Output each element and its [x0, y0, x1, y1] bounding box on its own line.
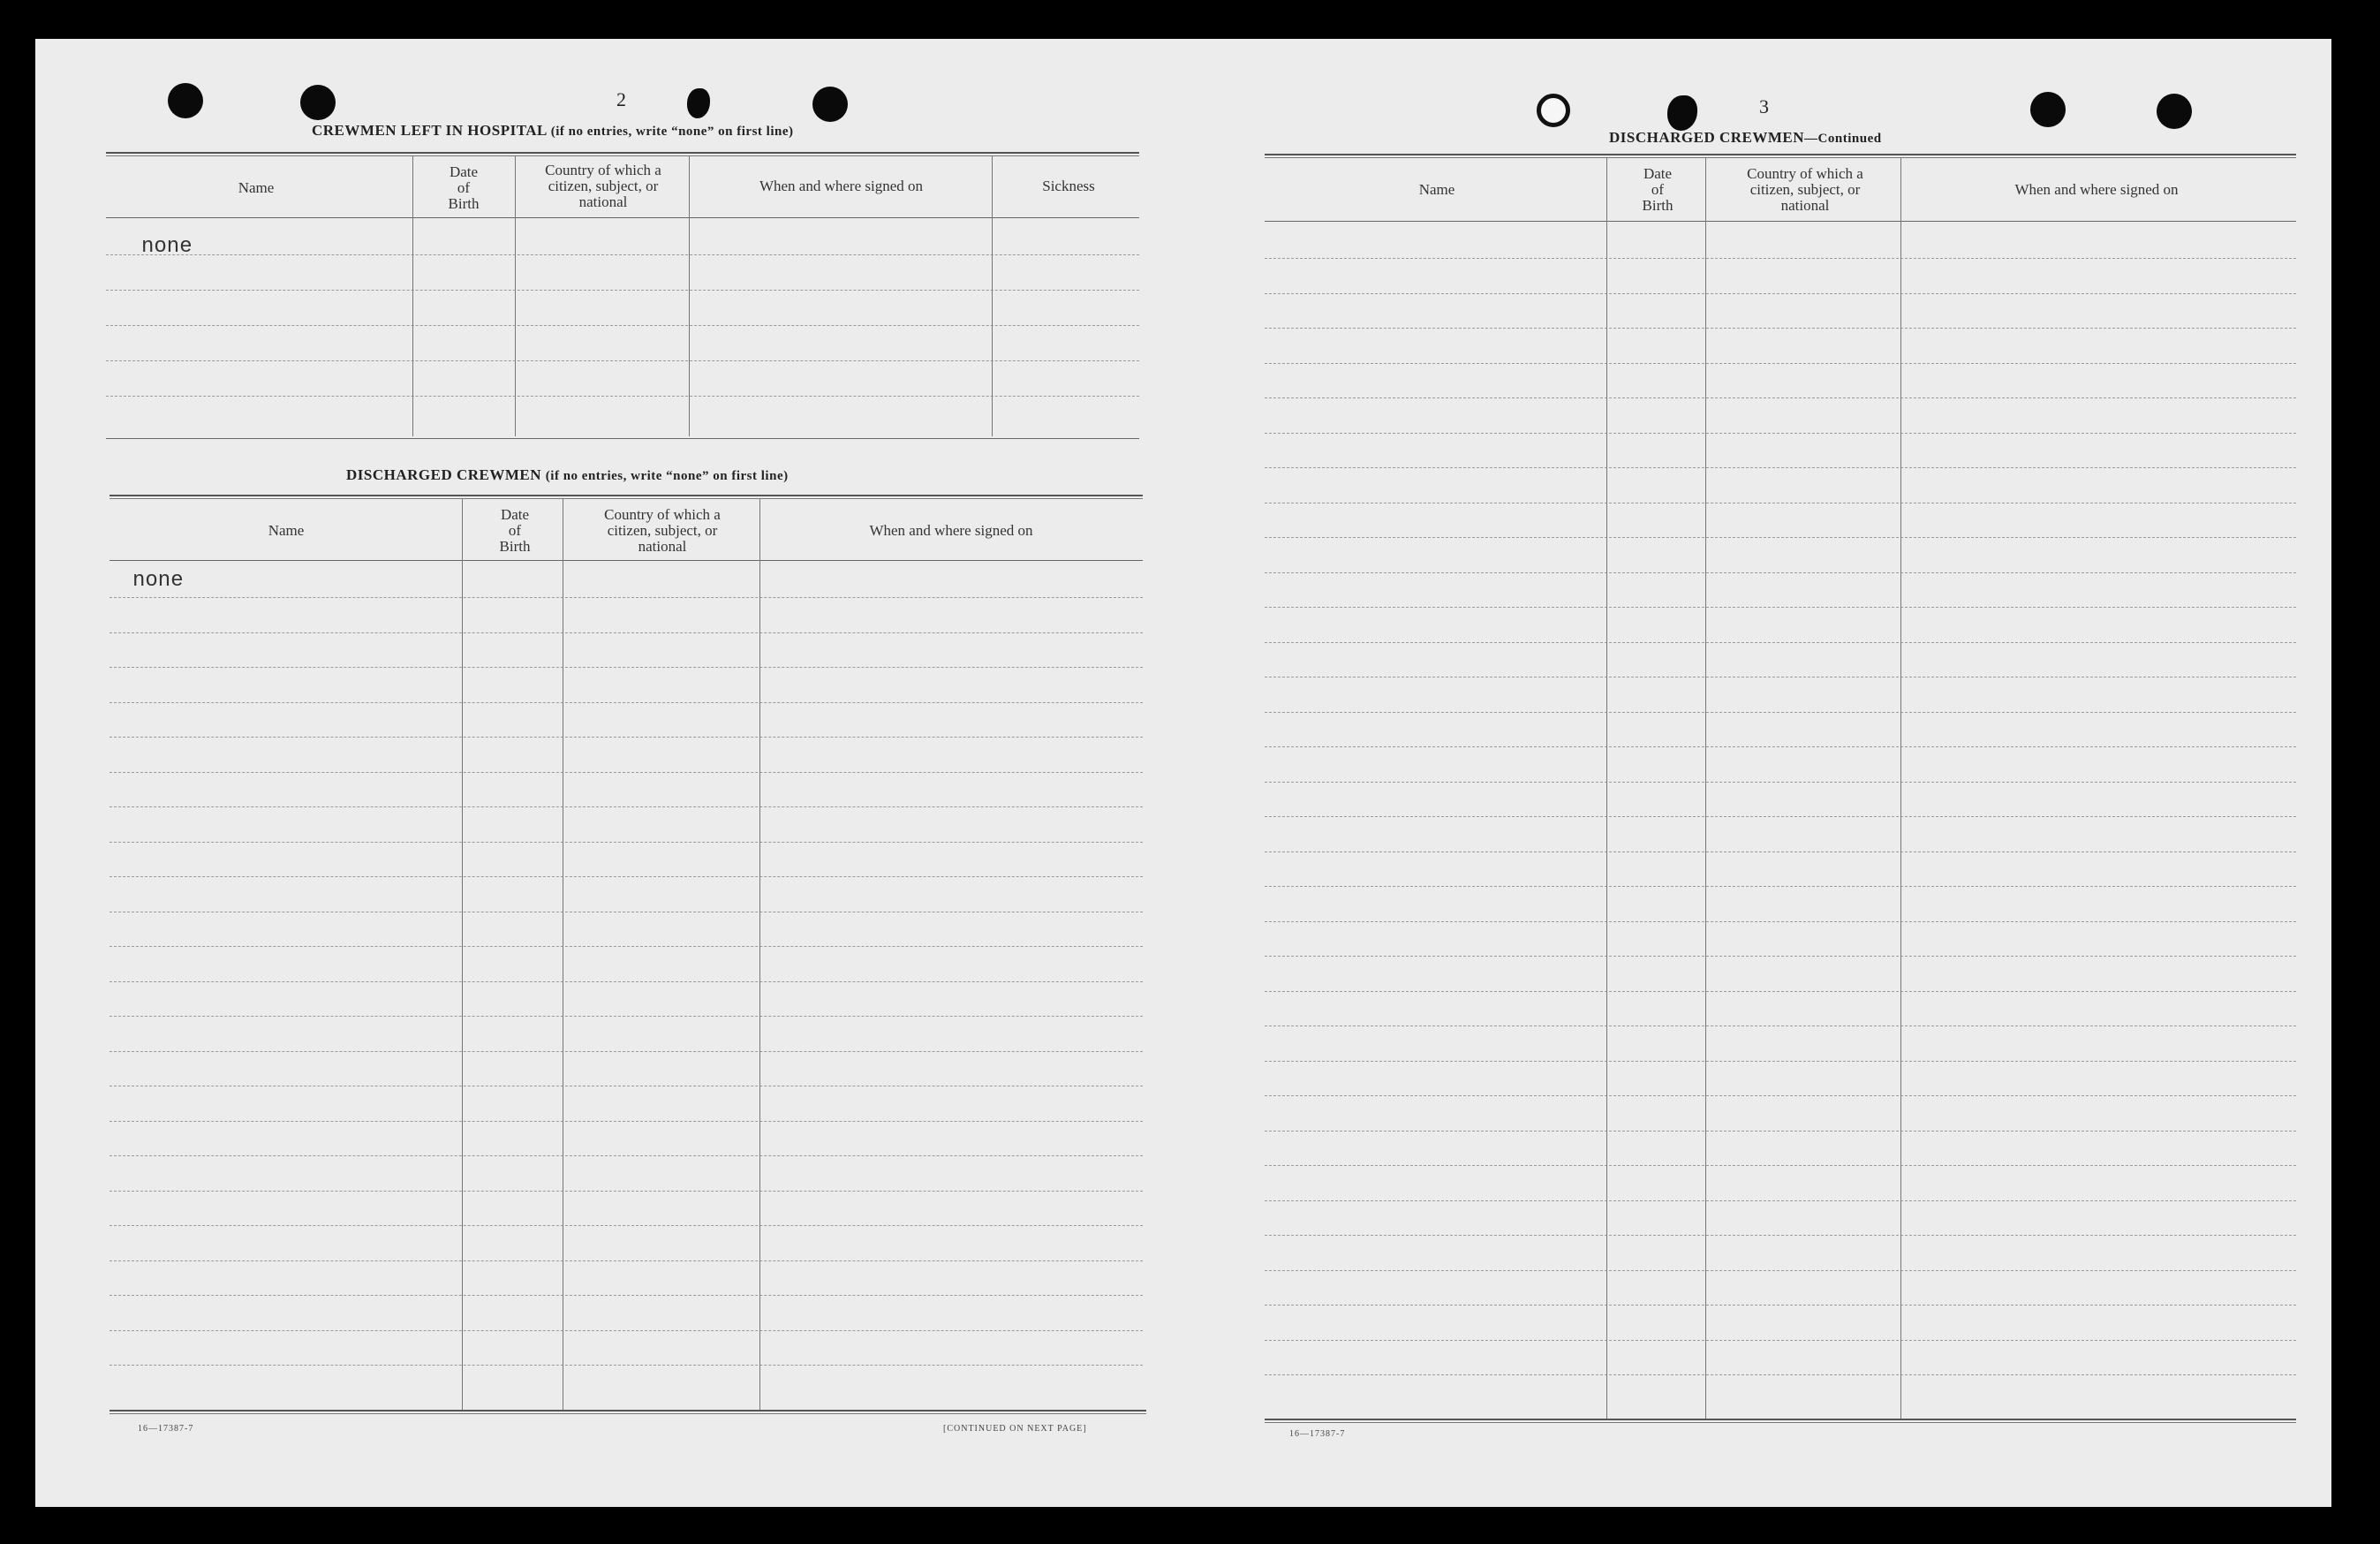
table-row-line	[1265, 258, 2296, 259]
table-row-line	[1265, 642, 2296, 643]
table-row-line	[1265, 433, 2296, 434]
column-header-date-of-birth: Date of Birth	[499, 506, 531, 555]
punch-hole	[300, 85, 336, 120]
column-divider	[759, 498, 760, 1410]
table-row-line	[110, 946, 1143, 947]
table-row-line	[110, 981, 1143, 982]
table-row-line	[110, 1016, 1143, 1017]
table-row-line	[110, 737, 1143, 738]
table-bottom-rule	[110, 1410, 1146, 1414]
header-bottom-rule	[1265, 221, 2296, 222]
discharged-continued-title	[1609, 129, 1882, 147]
table-row-line	[110, 1260, 1143, 1261]
table-row-line	[1265, 746, 2296, 747]
punch-hole	[687, 88, 710, 118]
column-divider	[1900, 157, 1901, 1420]
table-row-line	[106, 396, 1139, 397]
table-row-line	[110, 1295, 1143, 1296]
table-row-line	[1265, 1235, 2296, 1236]
section-instruction: (if no entries, write “none” on first line)	[550, 125, 794, 139]
table-row-line	[1265, 712, 2296, 713]
page-number: 3	[1759, 95, 1769, 117]
column-divider	[1705, 157, 1706, 1420]
table-row-line	[1265, 921, 2296, 922]
punch-hole	[2030, 92, 2066, 127]
column-header-name: Name	[1418, 181, 1455, 198]
table-row-line	[110, 1155, 1143, 1156]
table-row-line	[1265, 293, 2296, 294]
header-bottom-rule	[110, 560, 1143, 561]
section-instruction: (if no entries, write “none” on first line)	[545, 469, 789, 483]
table-row-line	[1265, 991, 2296, 992]
form-number: 16—17387-7	[138, 1424, 194, 1434]
section-title-text: CREWMEN LEFT IN HOSPITAL	[312, 122, 547, 139]
form-number: 16—17387-7	[1289, 1429, 1346, 1439]
table-row-line	[106, 360, 1139, 361]
table-row-line	[110, 702, 1143, 703]
column-header-country: Country of which a citizen, subject, or national	[1747, 165, 1863, 214]
table-row-line	[1265, 956, 2296, 957]
column-header-name: Name	[238, 179, 275, 196]
table-bottom-rule	[1265, 1419, 2296, 1423]
section-title-text: DISCHARGED CREWMEN	[346, 466, 542, 483]
table-row-line	[1265, 1270, 2296, 1271]
column-divider	[992, 155, 993, 436]
table-top-rule	[1265, 154, 2296, 158]
header-bottom-rule	[106, 217, 1139, 218]
table-row-line	[1265, 782, 2296, 783]
table-row-line	[1265, 1095, 2296, 1096]
table-top-rule	[110, 495, 1143, 499]
table-row-line	[1265, 1131, 2296, 1132]
column-divider	[689, 155, 690, 436]
punch-hole	[1537, 94, 1570, 127]
document-sheet	[35, 39, 2331, 1507]
table-row-line	[1265, 851, 2296, 852]
table-row-line	[1265, 328, 2296, 329]
column-header-country: Country of which a citizen, subject, or national	[545, 162, 661, 210]
table-row-line	[1265, 1305, 2296, 1306]
punch-hole	[168, 83, 203, 118]
table-row-line	[110, 632, 1143, 633]
punch-hole	[812, 87, 848, 122]
punch-hole	[1667, 95, 1697, 131]
table-row-line	[110, 597, 1143, 598]
table-row-line	[110, 772, 1143, 773]
table-row-line	[110, 1365, 1143, 1366]
table-row-line	[106, 290, 1139, 291]
column-header-signed-on: When and where signed on	[2014, 181, 2179, 198]
table-bottom-rule	[106, 438, 1139, 439]
table-row-line	[1265, 1200, 2296, 1201]
column-header-signed-on: When and where signed on	[869, 522, 1033, 539]
table-top-rule	[106, 152, 1139, 156]
discharged-entry-name: none	[132, 569, 184, 593]
table-row-line	[1265, 572, 2296, 573]
table-row-line	[110, 1330, 1143, 1331]
table-row-line	[110, 806, 1143, 807]
column-header-date-of-birth: Date of Birth	[448, 163, 480, 212]
table-row-line	[1265, 537, 2296, 538]
table-row-line	[110, 1191, 1143, 1192]
table-row-line	[1265, 886, 2296, 887]
table-row-line	[106, 254, 1139, 255]
table-row-line	[1265, 467, 2296, 468]
table-row-line	[1265, 607, 2296, 608]
hospital-section-title	[312, 122, 794, 140]
title-suffix: —Continued	[1804, 132, 1882, 146]
table-row-line	[110, 667, 1143, 668]
column-divider	[1606, 157, 1607, 1420]
continued-note: [CONTINUED ON NEXT PAGE]	[943, 1424, 1087, 1434]
table-row-line	[110, 1121, 1143, 1122]
page-number: 2	[616, 88, 626, 110]
column-divider	[515, 155, 516, 436]
table-row-line	[110, 842, 1143, 843]
table-row-line	[1265, 816, 2296, 817]
punch-hole	[2157, 94, 2192, 129]
table-row-line	[1265, 363, 2296, 364]
table-row-line	[106, 325, 1139, 326]
table-row-line	[110, 1051, 1143, 1052]
table-row-line	[1265, 1165, 2296, 1166]
table-row-line	[1265, 1340, 2296, 1341]
hospital-entry-name: none	[141, 235, 193, 259]
column-header-signed-on: When and where signed on	[759, 178, 924, 194]
table-row-line	[1265, 1061, 2296, 1062]
column-divider	[462, 498, 463, 1410]
table-row-line	[110, 876, 1143, 877]
table-row-line	[1265, 397, 2296, 398]
column-header-country: Country of which a citizen, subject, or national	[604, 506, 721, 555]
table-row-line	[1265, 1374, 2296, 1375]
section-title-text: DISCHARGED CREWMEN	[1609, 129, 1805, 146]
column-header-sickness: Sickness	[1042, 178, 1095, 194]
column-divider	[412, 155, 413, 436]
column-header-name: Name	[268, 522, 305, 539]
table-row-line	[110, 1225, 1143, 1226]
discharged-section-title	[346, 466, 789, 484]
column-header-date-of-birth: Date of Birth	[1642, 165, 1674, 214]
